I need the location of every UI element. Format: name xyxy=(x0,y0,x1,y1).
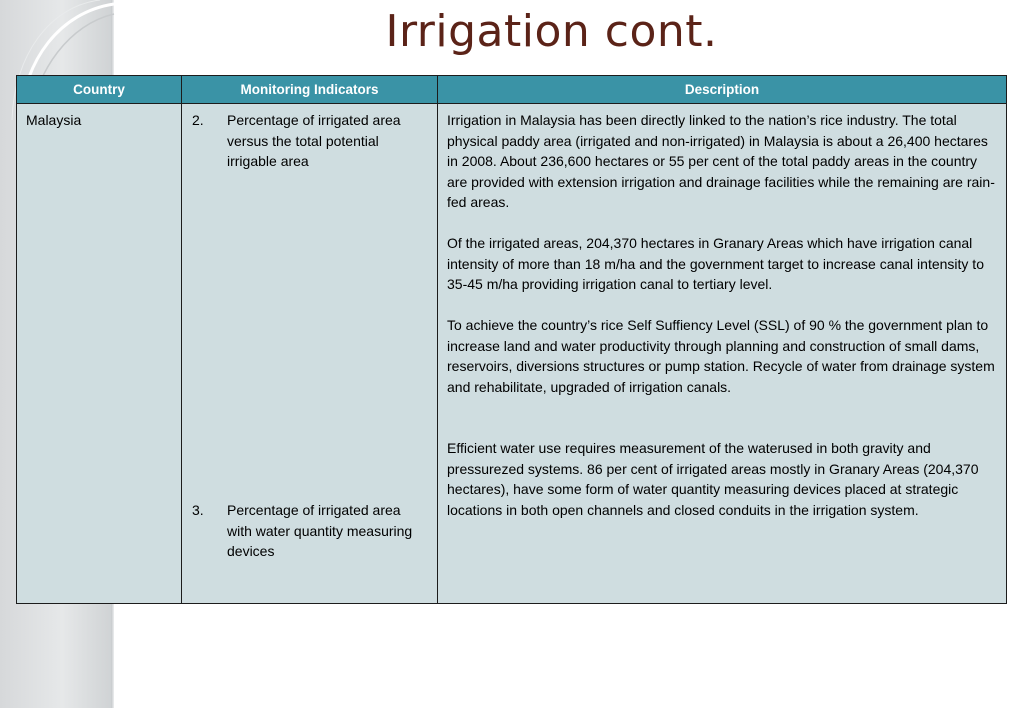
indicator-item xyxy=(192,110,429,172)
indicator-number: 3. xyxy=(192,502,204,518)
country-cell: Malaysia xyxy=(17,104,182,604)
description-cell xyxy=(438,104,1007,604)
slide-title: Irrigation cont. xyxy=(385,6,718,57)
table-header-row xyxy=(17,76,1007,104)
indicator-text: Percentage of irrigated area versus the total potential irrigable area xyxy=(227,112,401,169)
description-paragraph: To achieve the country’s rice Self Suffiency Level (SSL) of 90 % the government plan to increase land and water productivity through planning and construction of small dams, reservoirs, diversions structures or pump station. Recycle of water from drainage system and rehabilitate, upgraded of irrigation canals. xyxy=(447,317,995,395)
table-row xyxy=(17,104,1007,604)
indicator-number: 2. xyxy=(192,112,204,128)
description-paragraph: Efficient water use requires measurement of the waterused in both gravity and pressurezed systems. 86 per cent of irrigated areas mostly in Granary Areas (204,370 hectares), have some form of water quantity measuring devices placed at strategic locations in both open channels and closed conduits in the irrigation system. xyxy=(447,440,979,518)
indicator-item xyxy=(192,500,429,562)
header-description: Description xyxy=(438,76,1007,104)
description-paragraph: Of the irrigated areas, 204,370 hectares in Granary Areas which have irrigation canal intensity of more than 18 m/ha and the government target to increase canal intensity to 35-45 m/ha providing irrigation canal to tertiary level. xyxy=(447,235,984,292)
indicators-cell xyxy=(182,104,438,604)
header-country: Country xyxy=(17,76,182,104)
description-paragraph: Irrigation in Malaysia has been directly linked to the nation’s rice industry. The total physical paddy area (irrigated and non-irrigated) in Malaysia is about a 26,400 hectares in 2008. About 236,600 hectares or 55 per cent of the total paddy areas in the country are provided with extension irrigation and drainage facilities while the remaining are rain-fed areas. xyxy=(447,112,995,210)
irrigation-table xyxy=(16,75,1007,604)
header-monitoring-indicators: Monitoring Indicators xyxy=(182,76,438,104)
indicator-text: Percentage of irrigated area with water quantity measuring devices xyxy=(227,502,413,559)
